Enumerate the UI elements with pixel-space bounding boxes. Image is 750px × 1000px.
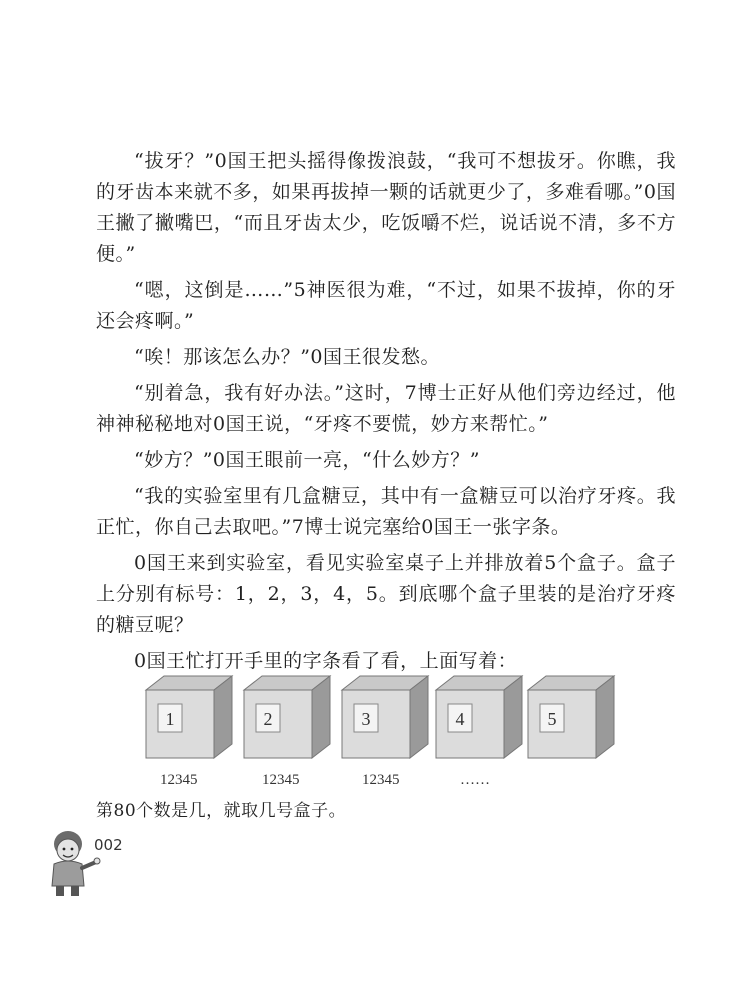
box-number: 3 (361, 709, 371, 729)
sequence-group: 12345 (262, 772, 300, 788)
box-number: 4 (455, 709, 465, 729)
numbered-boxes (144, 672, 624, 762)
sequence-group: 12345 (160, 772, 198, 788)
story-text (96, 146, 676, 682)
box-4 (434, 672, 524, 762)
box-number: 2 (263, 709, 273, 729)
paragraph: 0国王忙打开手里的字条看了看，上面写着： (134, 650, 518, 672)
box-number: 1 (165, 709, 175, 729)
paragraph: 0国王来到实验室，看见实验室桌子上并排放着5个盒子。盒子上分别有标号：1，2，3，4，5。到底哪个盒子里装的是治疗牙疼的糖豆呢？ (96, 552, 676, 636)
sequence-group: 12345 (362, 772, 400, 788)
paragraph: “我的实验室里有几盒糖豆，其中有一盒糖豆可以治疗牙疼。我正忙，你自己去取吧。”7博士说完塞给0国王一张字条。 (96, 485, 676, 538)
box-5 (526, 672, 616, 762)
paragraph: “别着急，我有好办法。”这时，7博士正好从他们旁边经过，他神神秘秘地对0国王说，“牙疼不要慌，妙方来帮忙。” (96, 382, 676, 435)
paragraph: “唉！那该怎么办？”0国王很发愁。 (134, 346, 441, 368)
paragraph: “嗯，这倒是……”5神医很为难，“不过，如果不拔掉，你的牙还会疼啊。” (96, 279, 676, 332)
sequence-ellipsis: …… (460, 772, 490, 788)
box-3 (340, 672, 430, 762)
box-number: 5 (547, 709, 557, 729)
page-number: 002 (94, 836, 123, 854)
paragraph: “妙方？”0国王眼前一亮，“什么妙方？” (134, 449, 480, 471)
instruction-caption: 第80个数是几，就取几号盒子。 (96, 801, 347, 821)
paragraph: “拔牙？”0国王把头摇得像拨浪鼓，“我可不想拔牙。你瞧，我的牙齿本来就不多，如果再拔掉一颗的话就更少了，多难看哪。”0国王撇了撇嘴巴，“而且牙齿太少，吃饭嚼不烂，说话说不清，多不方便。” (96, 150, 676, 265)
box-1 (144, 672, 234, 762)
box-2 (242, 672, 332, 762)
